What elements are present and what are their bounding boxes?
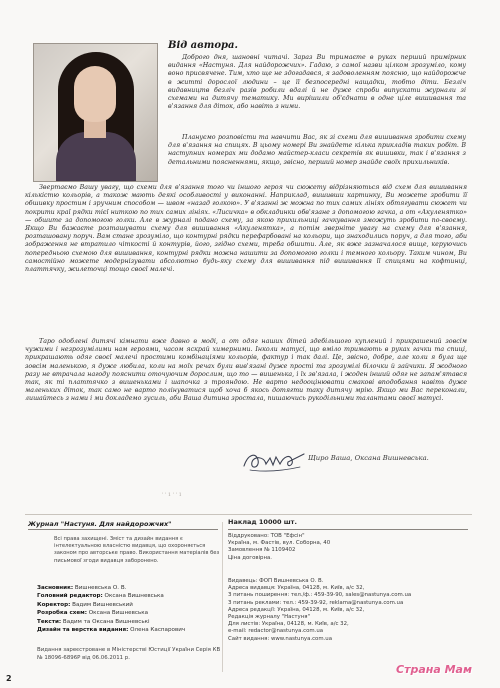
printing-line: Віддруковано: ТОВ "Ефсін" [228,533,305,539]
signature-text: Щиро Ваша, Оксана Вишневська. [308,454,429,462]
publisher-line: Видавець: ФОП Вишневська О. В. [228,578,324,584]
publisher-line: e-mail: redactor@nastunya.com.ua [228,628,324,635]
staff-row: Засновник: Вишневська О. В. [37,585,127,591]
printing-line: Ціна договірна. [228,554,273,561]
publisher-line: Для листів: Україна, 04128, м. Київ, а/с 32, [228,621,349,628]
journal-title: Журнал "Настуня. Для найдорожчих" [28,520,172,528]
journal-title-underline [28,529,218,530]
staff-row: Розробка схем: Оксана Вишневська [37,610,149,617]
paragraph-plans: Плануємо розповісти та навчити Вас, як зі схеми для вишивання зробити схему для в'язання на спицях. В цьому номері Ви знайдете кілька прикладів таких робіт. В наступних номерах ми додамо майстер-класи секретів як вишивки, так і в'язання з детальними поясненнями, якщо, звісно, перший номер знайде своїх прихильників. [168,134,466,166]
page-number: 2 [6,674,12,683]
registration-info: Видання зареєстроване в Міністерстві Юстиції України Серія КВ № 18096-6896Р від 06.06.2011 р. [37,647,221,661]
publisher-line: Адреса видавця: Україна, 04128, м. Київ, а/с 32, [228,585,365,592]
publisher-info [228,578,478,643]
printing-line: Україна, м. Фастів, вул. Соборна, 40 [228,540,331,547]
publisher-line: З питань реклами: тел.: 459-39-92, reklama@nastunya.com.ua [228,599,404,606]
staff-row: Коректор: Вадим Вишневський [37,601,133,608]
staff-row: Дизайн та верстка видання: Олена Каспарович [37,627,186,634]
staff-row: Головний редактор: Оксана Вишневська [37,593,164,600]
paragraph-intro: Доброго дня, шановні читачі. Зараз Ви тримаєте в руках перший примірник видання «Настуня. Для найдорожчих». Гадаю, з самої назви цілком зрозуміло, кому воно присвячене. Тим, хто ще не здогадався, я задоволенням поясню, що найдорожче в житті дорослої людини – це її безпосередні нащадки, тобто діти. Безліч видавництв безліч разів робили вдалі й не дуже спроби випускати журнали зі схемами на дитячу тематику. Ми вирішили об'єднати в одне ціле вишивання та в'язання для діток, або навіть з ними. [168,54,466,111]
circulation-underline [228,529,468,530]
page-heading: Від автора. [168,40,238,51]
paragraph-schemes: Звертаємо Вашу увагу, що схеми для в'язання того чи іншого героя чи сюжету відрізняються від схем для вишивання кількістю кольорів, а також мають деякі особливості у виконанні. Наприклад, вишивши картинку, Ви можете зробити її обшивку простим і зручним способом — швом «назад голкою». У в'язанні ж можна по тих самих лініях обтягувати сюжет чи покрити краї рядки тієї ниткою по тих самих лініях. «Лисичка» в обкладинки обв'язане з допомогою гачка, а от «Акуленятко» — обшите за допомогою голки. Але в журналі подано схему, за якою прихильниці гачкування зможуть зробити по-своєму. Якщо Ви бажаєте розташувати схему для вишивання «Акуленятка», а потім зверніте увагу на схему для в'язання, розташовану поруч. Вам стане зрозуміло, що контурні рядки перефарбовані на кольори, що знаходились поруч, а для того, аби зображення не втратило чіткості й контурів, його, згідно схеми, треба обшити. Але, як вже зазначалося вище, керуючись попередньою схемою для вишивання, контурні рядки можна нашити за допомогою голки і темного кольору. Таким чином, Ви самостійно можете модернізувати абсолютно будь-яку схему для вишивання під вишивання її спицями на кофтинці, платтячку, жилеточці тощо своєї малечі. [25,184,467,274]
circulation: Наклад 10000 шт. [228,518,297,526]
staff-row: Тексти: Вадим та Оксана Вишневські [37,618,150,625]
publisher-line: З питань поширення: тел./ф.: 459-39-90, sales@nastunya.com.ua [228,592,412,599]
author-signature [240,446,308,476]
column-divider [222,522,223,672]
imprint-divider [25,514,472,515]
printing-info [228,533,478,562]
publisher-line: Сайт видання: www.nastunya.com.ua [228,635,333,642]
rights-notice: Всі права захищені. Зміст та дизайн видання є інтелектуальною власністю видавця, що охороняється законом про авторське право. Використання матеріалів без письмової згоди видавця заборонено. [54,536,220,564]
stray-mark: ' ' 1 ' ' 1 [162,492,182,498]
paragraph-fashion: Таро одоблені дитячі кімнати вже давно в моді, а от одяг наших дітей здебільшого куплений і прикрашений зовсім чужими і незрозумілими нам героями, часом яскрай химерними. Інколи матусі, що вміло тримають в руках гачки та спиці, прикрашають одяг своєї малечі простими комбінаціями кольорів, фактур і так далі. Це, звісно, добре, але коли я була ще зовсім маленькою, я дуже любила, коли на моїх речах були вив'язані дуже прості та зрозумілі білочки й зайчики. Я жодного разу не втрачала нагоду пояснити оточуючим дорослим, що то — вишенька, і їх зв'язала, і жоден інший одяг не запам'ятався так, як ті платтячко з вишеньками і шапочка з трояндою. Не варто недооцінювати смакові вподобання навіть дуже маленьких діток, так само не варто полінуватися щоб хоча б якось дотягти таку дитячу мрію. Якщо ми Вас переконали, лишайтесь з нами і ми докладемо зусиль, аби Ваша дитина зростала, пишаючись рукодільними талантами своєї матусі. [25,338,467,403]
author-photo [33,43,158,182]
publisher-line: Редакція журналу "Настуня" [228,614,310,621]
site-watermark: Страна Мам [396,663,472,676]
publisher-line: Адреса редакції: Україна, 04128, м. Київ, а/с 32, [228,606,365,613]
printing-line: Замовлення № 1109402 [228,547,296,554]
staff-list [37,584,227,634]
